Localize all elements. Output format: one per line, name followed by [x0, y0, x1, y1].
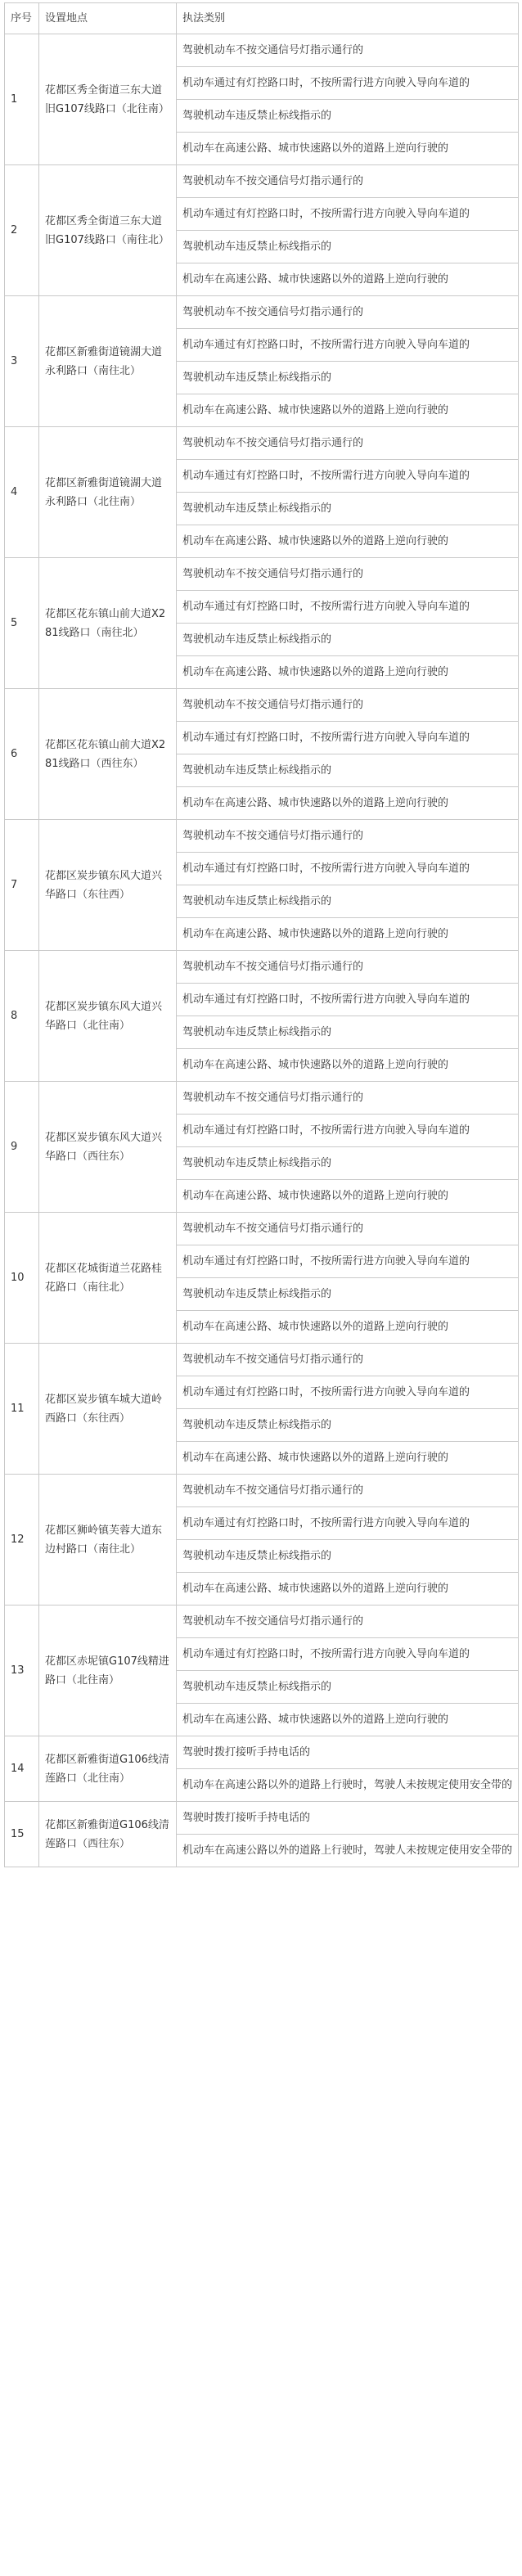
table-row [5, 427, 519, 460]
location-cell: 花都区狮岭镇芙蓉大道东边村路口（南往北） [39, 1475, 177, 1605]
violation-type-cell: 驾驶时拨打接听手持电话的 [177, 1736, 519, 1769]
table-row [5, 165, 519, 198]
row-number: 7 [5, 820, 39, 951]
violation-type-cell: 驾驶机动车不按交通信号灯指示通行的 [177, 34, 519, 67]
row-number: 15 [5, 1802, 39, 1867]
header-no: 序号 [5, 3, 39, 34]
violation-type-cell: 驾驶机动车不按交通信号灯指示通行的 [177, 689, 519, 722]
location-cell: 花都区炭步镇东风大道兴华路口（北往南） [39, 951, 177, 1082]
location-cell: 花都区秀全街道三东大道旧G107线路口（南往北） [39, 165, 177, 296]
row-number: 13 [5, 1605, 39, 1736]
violation-type-cell: 驾驶机动车违反禁止标线指示的 [177, 1016, 519, 1049]
violation-type-cell: 机动车通过有灯控路口时，不按所需行进方向驶入导向车道的 [177, 984, 519, 1016]
violation-type-cell: 机动车在高速公路、城市快速路以外的道路上逆向行驶的 [177, 263, 519, 296]
violation-type-cell: 驾驶机动车不按交通信号灯指示通行的 [177, 296, 519, 329]
violation-type-cell: 机动车通过有灯控路口时，不按所需行进方向驶入导向车道的 [177, 591, 519, 624]
table-row [5, 951, 519, 984]
violation-type-cell: 驾驶机动车违反禁止标线指示的 [177, 1540, 519, 1573]
violation-type-cell: 机动车通过有灯控路口时，不按所需行进方向驶入导向车道的 [177, 853, 519, 885]
violation-type-cell: 机动车在高速公路、城市快速路以外的道路上逆向行驶的 [177, 1704, 519, 1736]
row-number: 8 [5, 951, 39, 1082]
table-row [5, 1344, 519, 1376]
violation-type-cell: 驾驶机动车违反禁止标线指示的 [177, 1671, 519, 1704]
violation-type-cell: 驾驶机动车不按交通信号灯指示通行的 [177, 1213, 519, 1245]
row-number: 6 [5, 689, 39, 820]
row-number: 9 [5, 1082, 39, 1213]
row-number: 11 [5, 1344, 39, 1475]
violation-type-cell: 驾驶机动车不按交通信号灯指示通行的 [177, 1605, 519, 1638]
violation-type-cell: 驾驶机动车违反禁止标线指示的 [177, 493, 519, 525]
violation-type-cell: 驾驶机动车违反禁止标线指示的 [177, 1278, 519, 1311]
violation-type-cell: 机动车在高速公路、城市快速路以外的道路上逆向行驶的 [177, 1049, 519, 1082]
violation-type-cell: 机动车在高速公路、城市快速路以外的道路上逆向行驶的 [177, 1180, 519, 1213]
row-number: 5 [5, 558, 39, 689]
location-cell: 花都区炭步镇东风大道兴华路口（东往西） [39, 820, 177, 951]
table-header-row [5, 3, 519, 34]
violation-type-cell: 机动车在高速公路、城市快速路以外的道路上逆向行驶的 [177, 1442, 519, 1475]
violation-type-cell: 机动车通过有灯控路口时，不按所需行进方向驶入导向车道的 [177, 329, 519, 362]
row-number: 4 [5, 427, 39, 558]
violation-type-cell: 机动车在高速公路、城市快速路以外的道路上逆向行驶的 [177, 1573, 519, 1605]
row-number: 2 [5, 165, 39, 296]
violation-type-cell: 机动车通过有灯控路口时，不按所需行进方向驶入导向车道的 [177, 460, 519, 493]
violation-type-cell: 驾驶机动车不按交通信号灯指示通行的 [177, 820, 519, 853]
violation-type-cell: 驾驶机动车违反禁止标线指示的 [177, 1409, 519, 1442]
table-row [5, 1802, 519, 1835]
table-body [5, 34, 519, 1867]
table-row [5, 1475, 519, 1507]
violation-type-cell: 驾驶时拨打接听手持电话的 [177, 1802, 519, 1835]
violation-type-cell: 机动车在高速公路、城市快速路以外的道路上逆向行驶的 [177, 525, 519, 558]
table-row [5, 558, 519, 591]
violation-type-cell: 机动车在高速公路、城市快速路以外的道路上逆向行驶的 [177, 394, 519, 427]
violation-type-cell: 驾驶机动车违反禁止标线指示的 [177, 624, 519, 656]
location-cell: 花都区花东镇山前大道X281线路口（西往东） [39, 689, 177, 820]
table-row [5, 820, 519, 853]
violation-type-cell: 机动车通过有灯控路口时，不按所需行进方向驶入导向车道的 [177, 1376, 519, 1409]
violation-type-cell: 驾驶机动车违反禁止标线指示的 [177, 362, 519, 394]
table-row [5, 1082, 519, 1115]
violation-type-cell: 机动车通过有灯控路口时，不按所需行进方向驶入导向车道的 [177, 722, 519, 754]
violation-type-cell: 机动车在高速公路、城市快速路以外的道路上逆向行驶的 [177, 1311, 519, 1344]
enforcement-locations-document [4, 2, 518, 1867]
location-cell: 花都区新雅街道镜湖大道永利路口（北往南） [39, 427, 177, 558]
violation-type-cell: 驾驶机动车不按交通信号灯指示通行的 [177, 558, 519, 591]
violation-type-cell: 驾驶机动车不按交通信号灯指示通行的 [177, 1475, 519, 1507]
enforcement-table [4, 2, 519, 1867]
location-cell: 花都区花东镇山前大道X281线路口（南往北） [39, 558, 177, 689]
violation-type-cell: 驾驶机动车违反禁止标线指示的 [177, 1147, 519, 1180]
violation-type-cell: 驾驶机动车违反禁止标线指示的 [177, 100, 519, 133]
violation-type-cell: 机动车通过有灯控路口时，不按所需行进方向驶入导向车道的 [177, 1115, 519, 1147]
row-number: 3 [5, 296, 39, 427]
violation-type-cell: 机动车通过有灯控路口时，不按所需行进方向驶入导向车道的 [177, 1638, 519, 1671]
violation-type-cell: 机动车在高速公路、城市快速路以外的道路上逆向行驶的 [177, 787, 519, 820]
violation-type-cell: 机动车在高速公路、城市快速路以外的道路上逆向行驶的 [177, 656, 519, 689]
violation-type-cell: 机动车通过有灯控路口时，不按所需行进方向驶入导向车道的 [177, 67, 519, 100]
header-location: 设置地点 [39, 3, 177, 34]
row-number: 1 [5, 34, 39, 165]
violation-type-cell: 驾驶机动车不按交通信号灯指示通行的 [177, 427, 519, 460]
location-cell: 花都区新雅街道G106线清莲路口（北往南） [39, 1736, 177, 1802]
violation-type-cell: 机动车在高速公路、城市快速路以外的道路上逆向行驶的 [177, 133, 519, 165]
violation-type-cell: 驾驶机动车违反禁止标线指示的 [177, 231, 519, 263]
location-cell: 花都区炭步镇东风大道兴华路口（西往东） [39, 1082, 177, 1213]
location-cell: 花都区花城街道兰花路桂花路口（南往北） [39, 1213, 177, 1344]
table-row [5, 1605, 519, 1638]
table-row [5, 1213, 519, 1245]
violation-type-cell: 机动车在高速公路以外的道路上行驶时，驾驶人未按规定使用安全带的 [177, 1835, 519, 1867]
violation-type-cell: 驾驶机动车不按交通信号灯指示通行的 [177, 165, 519, 198]
table-row [5, 1736, 519, 1769]
violation-type-cell: 驾驶机动车不按交通信号灯指示通行的 [177, 951, 519, 984]
violation-type-cell: 机动车在高速公路以外的道路上行驶时，驾驶人未按规定使用安全带的 [177, 1769, 519, 1802]
violation-type-cell: 机动车通过有灯控路口时，不按所需行进方向驶入导向车道的 [177, 198, 519, 231]
table-row [5, 689, 519, 722]
row-number: 14 [5, 1736, 39, 1802]
table-row [5, 296, 519, 329]
location-cell: 花都区秀全街道三东大道旧G107线路口（北往南） [39, 34, 177, 165]
violation-type-cell: 机动车通过有灯控路口时，不按所需行进方向驶入导向车道的 [177, 1245, 519, 1278]
location-cell: 花都区新雅街道镜湖大道永利路口（南往北） [39, 296, 177, 427]
header-type: 执法类别 [177, 3, 519, 34]
location-cell: 花都区新雅街道G106线清莲路口（西往东） [39, 1802, 177, 1867]
violation-type-cell: 机动车通过有灯控路口时，不按所需行进方向驶入导向车道的 [177, 1507, 519, 1540]
row-number: 12 [5, 1475, 39, 1605]
location-cell: 花都区赤坭镇G107线精进路口（北往南） [39, 1605, 177, 1736]
row-number: 10 [5, 1213, 39, 1344]
violation-type-cell: 驾驶机动车不按交通信号灯指示通行的 [177, 1082, 519, 1115]
violation-type-cell: 驾驶机动车不按交通信号灯指示通行的 [177, 1344, 519, 1376]
violation-type-cell: 驾驶机动车违反禁止标线指示的 [177, 754, 519, 787]
location-cell: 花都区炭步镇车城大道岭西路口（东往西） [39, 1344, 177, 1475]
violation-type-cell: 驾驶机动车违反禁止标线指示的 [177, 885, 519, 918]
table-row [5, 34, 519, 67]
violation-type-cell: 机动车在高速公路、城市快速路以外的道路上逆向行驶的 [177, 918, 519, 951]
